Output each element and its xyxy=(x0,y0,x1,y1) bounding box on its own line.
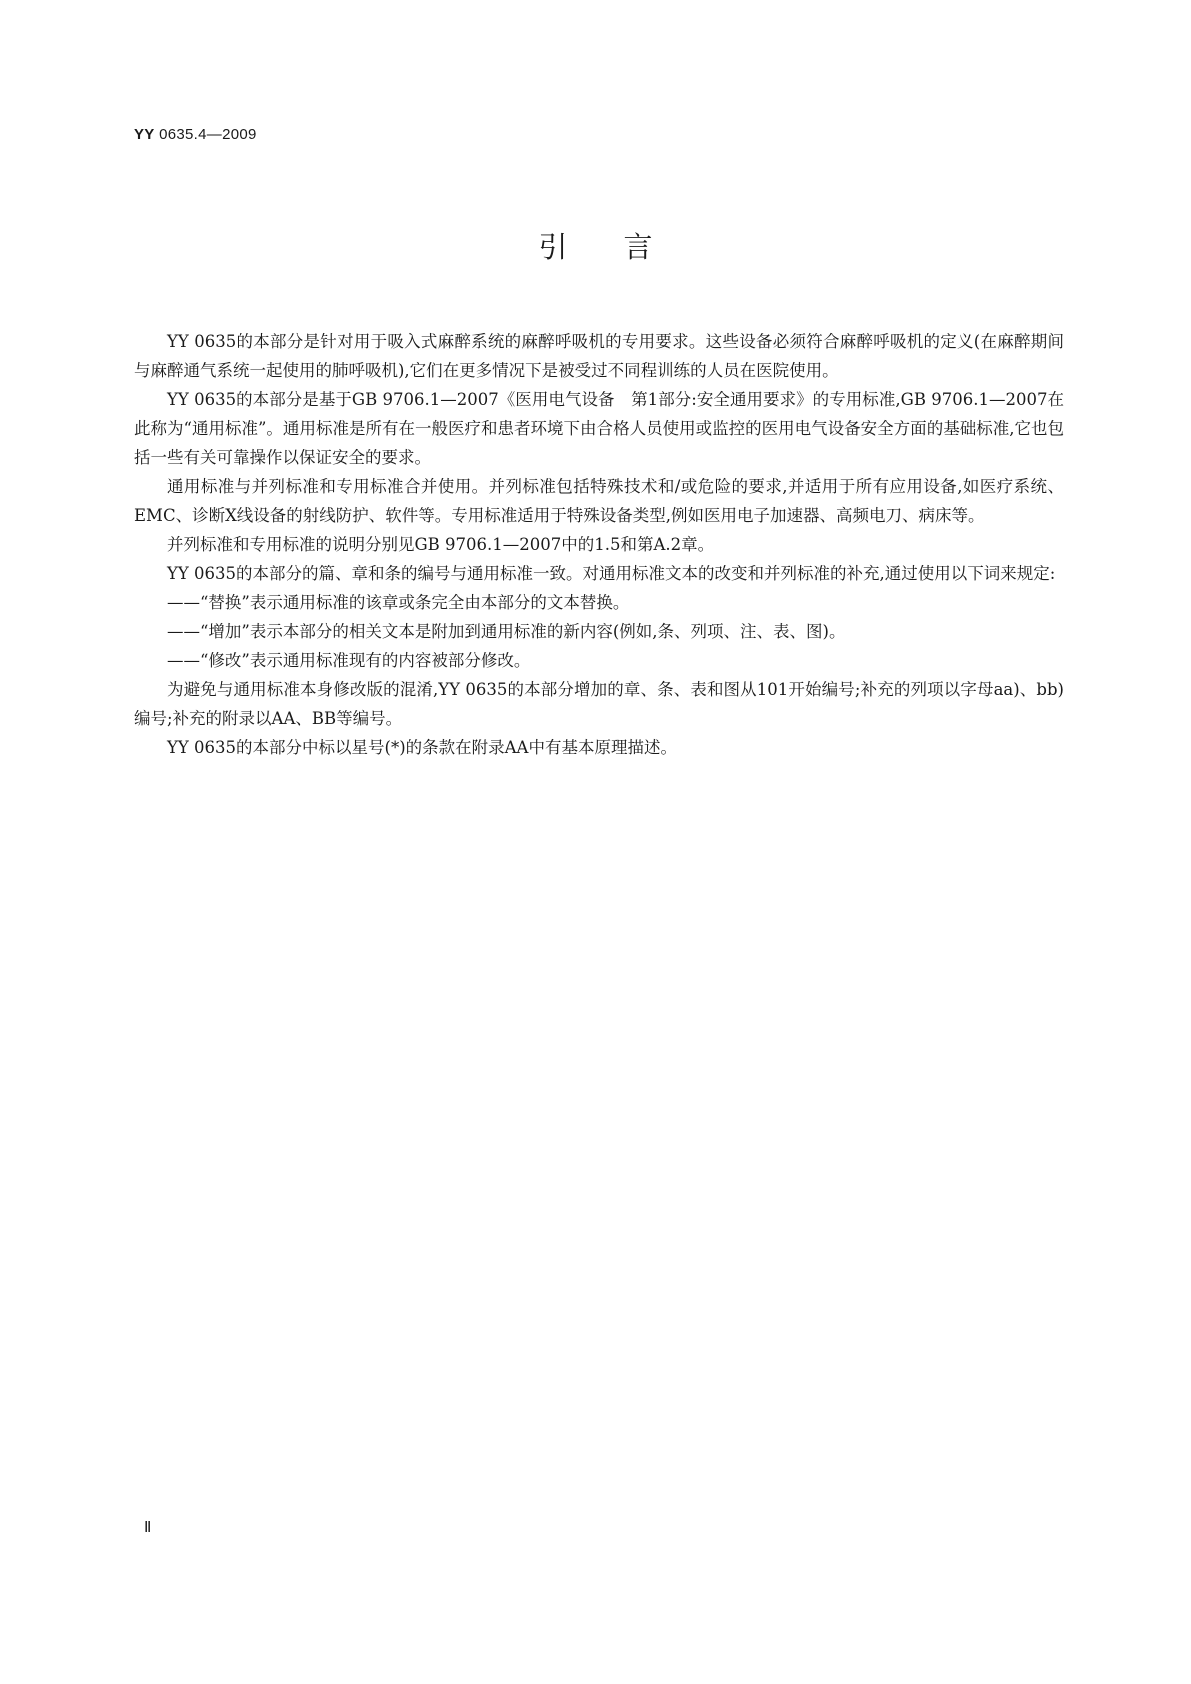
document-code-number: 0635.4—2009 xyxy=(159,126,257,143)
page-title: 引言 xyxy=(538,230,709,264)
document-code xyxy=(134,126,257,143)
paragraph-scope: YY 0635的本部分是针对用于吸入式麻醉系统的麻醉呼吸机的专用要求。这些设备必须符合麻醉呼吸机的定义(在麻醉期间与麻醉通气系统一起使用的肺呼吸机),它们在更多情况下是被受过不同程训练的人员在医院使用。 xyxy=(134,332,1064,380)
list-item-replacement: ——“替换”表示通用标准的该章或条完全由本部分的文本替换。 xyxy=(167,593,630,612)
paragraph-basis: YY 0635的本部分是基于GB 9706.1—2007《医用电气设备 第1部分:安全通用要求》的专用标准,GB 9706.1—2007在此称为“通用标准”。通用标准是所有在一般医疗和患者环境下由合格人员使用或监控的医用电气设备安全方面的基础标准,它也包括一些有关可靠操作以保证安全的要求。 xyxy=(134,390,1064,467)
paragraph-additional-numbering: 为避免与通用标准本身修改版的混淆,YY 0635的本部分增加的章、条、表和图从101开始编号;补充的列项以字母aa)、bb)编号;补充的附录以AA、BB等编号。 xyxy=(134,680,1064,728)
paragraph-numbering: YY 0635的本部分的篇、章和条的编号与通用标准一致。对通用标准文本的改变和并列标准的补充,通过使用以下词来规定: xyxy=(167,564,1056,583)
document-code-prefix: YY xyxy=(134,126,155,143)
list-item-addition: ——“增加”表示本部分的相关文本是附加到通用标准的新内容(例如,条、列项、注、表、图)。 xyxy=(167,622,846,641)
paragraph-collateral: 通用标准与并列标准和专用标准合并使用。并列标准包括特殊技术和/或危险的要求,并适用于所有应用设备,如医疗系统、EMC、诊断X线设备的射线防护、软件等。专用标准适用于特殊设备类型,例如医用电子加速器、高频电刀、病床等。 xyxy=(134,477,1064,525)
list-item-amendment: ——“修改”表示通用标准现有的内容被部分修改。 xyxy=(167,651,531,670)
page-number: Ⅱ xyxy=(144,1520,152,1536)
introduction-body xyxy=(134,327,1064,762)
paragraph-reference: 并列标准和专用标准的说明分别见GB 9706.1—2007中的1.5和第A.2章。 xyxy=(167,535,715,554)
paragraph-asterisk-note: YY 0635的本部分中标以星号(*)的条款在附录AA中有基本原理描述。 xyxy=(167,738,677,757)
